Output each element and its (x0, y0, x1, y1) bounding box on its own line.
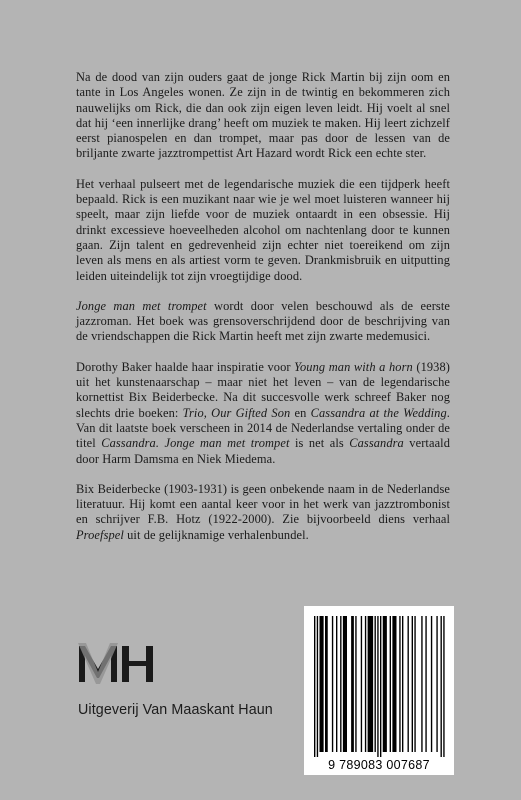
barcode-bar (380, 616, 381, 757)
barcode-bar (399, 616, 400, 752)
text-run: . Van dit laatste boek verscheen in 2014 de Nederlandse vertaling onder de titel (76, 405, 450, 451)
barcode-bar (332, 616, 333, 752)
barcode-bar (340, 616, 341, 752)
text-run: is net als (289, 436, 350, 451)
barcode-bar (392, 616, 396, 752)
barcode-bar (355, 616, 356, 752)
italic-title-run: Cassandra at the Wedding (310, 405, 447, 420)
barcode-bar (441, 616, 442, 757)
text-run: Het verhaal pulseert met de legendarische muziek die een tijdperk heeft bepaald. Rick is een muzikant naar wie je wel moet luisteren wanneer hij speelt, maar zijn liefde voor de muziek ontaardt in een obsessie. Hij drinkt excessieve hoeveelheden alcohol om nachtenlang door te kunnen gaan. Zijn talent en gedrevenheid zijn echter niet toereikend om zijn leven als mens en als artiest vorm te geven. Drankmisbruik en uitputting leiden uiteindelijk tot zijn vroegtijdige dood. (76, 176, 450, 283)
barcode-bar (361, 616, 362, 752)
barcode-bar (421, 616, 422, 752)
blurb-paragraph (76, 482, 450, 543)
barcode-bar (314, 616, 315, 757)
text-run: Na de dood van zijn ouders gaat de jonge Rick Martin bij zijn oom en tante in Los Angeles wonen. Ze zijn in de twintig en bekommeren zich nauwelijks om Rick, die dan ook zijn eigen leven leidt. Hij voelt al snel dat hij ‘een innerlijke drang’ heeft om muziek te maken. Hij leert zichzelf eerst pianospelen en dan trompet, maar pas door de lessen van de briljante zwarte jazztrompettist Art Hazard wordt Rick een echte ster. (76, 70, 450, 161)
text-run: vertaald door Harm Damsma en Niek Miedema. (76, 436, 451, 466)
barcode-bar (317, 616, 318, 757)
back-cover-text (76, 70, 450, 543)
italic-title-run: Trio, Our Gifted Son (182, 405, 291, 420)
italic-title-run: Jonge man met trompet (76, 298, 207, 313)
barcode-bar (343, 616, 347, 752)
text-run: Bix Beiderbecke (1903-1931) is geen onbekende naam in de Nederlandse literatuur. Hij komt een aantal keer voor in het werk van jazztrombonist en schrijver F.B. Hotz (1922-2000). Zie bijvoorbeeld diens verhaal (76, 481, 450, 527)
barcode-bar (390, 616, 391, 752)
publisher-name: Uitgeverij Van Maaskant Haun (78, 702, 273, 718)
barcode-bar (336, 616, 337, 752)
barcode-bar (425, 616, 426, 752)
barcode-bar (408, 616, 409, 752)
barcode-bar (431, 616, 432, 752)
blurb-paragraph (76, 360, 450, 467)
blurb-paragraph (76, 177, 450, 284)
blurb-paragraph (76, 299, 450, 345)
italic-title-run: Young man with a horn (294, 359, 413, 374)
barcode-bar (365, 616, 366, 752)
barcode-bar (368, 616, 374, 752)
text-run: en (290, 405, 311, 420)
italic-title-run: Cassandra (349, 436, 404, 451)
barcode-bar (383, 616, 387, 752)
barcode-bar (436, 616, 437, 752)
barcode-bar (375, 616, 376, 752)
barcode-bar (320, 616, 324, 752)
logo-letter-h (122, 646, 153, 682)
text-run: Dorothy Baker haalde haar inspiratie voor (76, 359, 295, 374)
barcode-bar (351, 616, 354, 752)
blurb-paragraph (76, 70, 450, 162)
isbn-barcode (304, 606, 454, 775)
barcode-bar (412, 616, 413, 752)
text-run: (1938) uit het kunstenaarschap – maar niet het leven – van de legendarische kornettist Bix Beiderbecke. Na dit succesvolle werk schreef Baker nog slechts drie boeken: (76, 359, 450, 420)
italic-title-run: Cassandra. Jonge man met trompet (101, 436, 290, 451)
barcode-bar (402, 616, 403, 752)
barcode-bar (325, 616, 328, 752)
text-run: wordt door velen beschouwd als de eerste jazzroman. Het boek was grensoverschrijdend door de beschrijving van de vriendschappen die Rick Martin heeft met zijn zwarte medemusici. (76, 298, 450, 344)
barcode-bar (414, 616, 415, 752)
isbn-digits: 9 789083 007687 (328, 758, 430, 772)
italic-title-run: Proefspel (76, 527, 124, 542)
text-run: uit de gelijknamige verhalenbundel. (123, 527, 309, 542)
publisher-logo (78, 642, 158, 684)
barcode-bar (377, 616, 378, 757)
barcode-bar (443, 616, 444, 757)
